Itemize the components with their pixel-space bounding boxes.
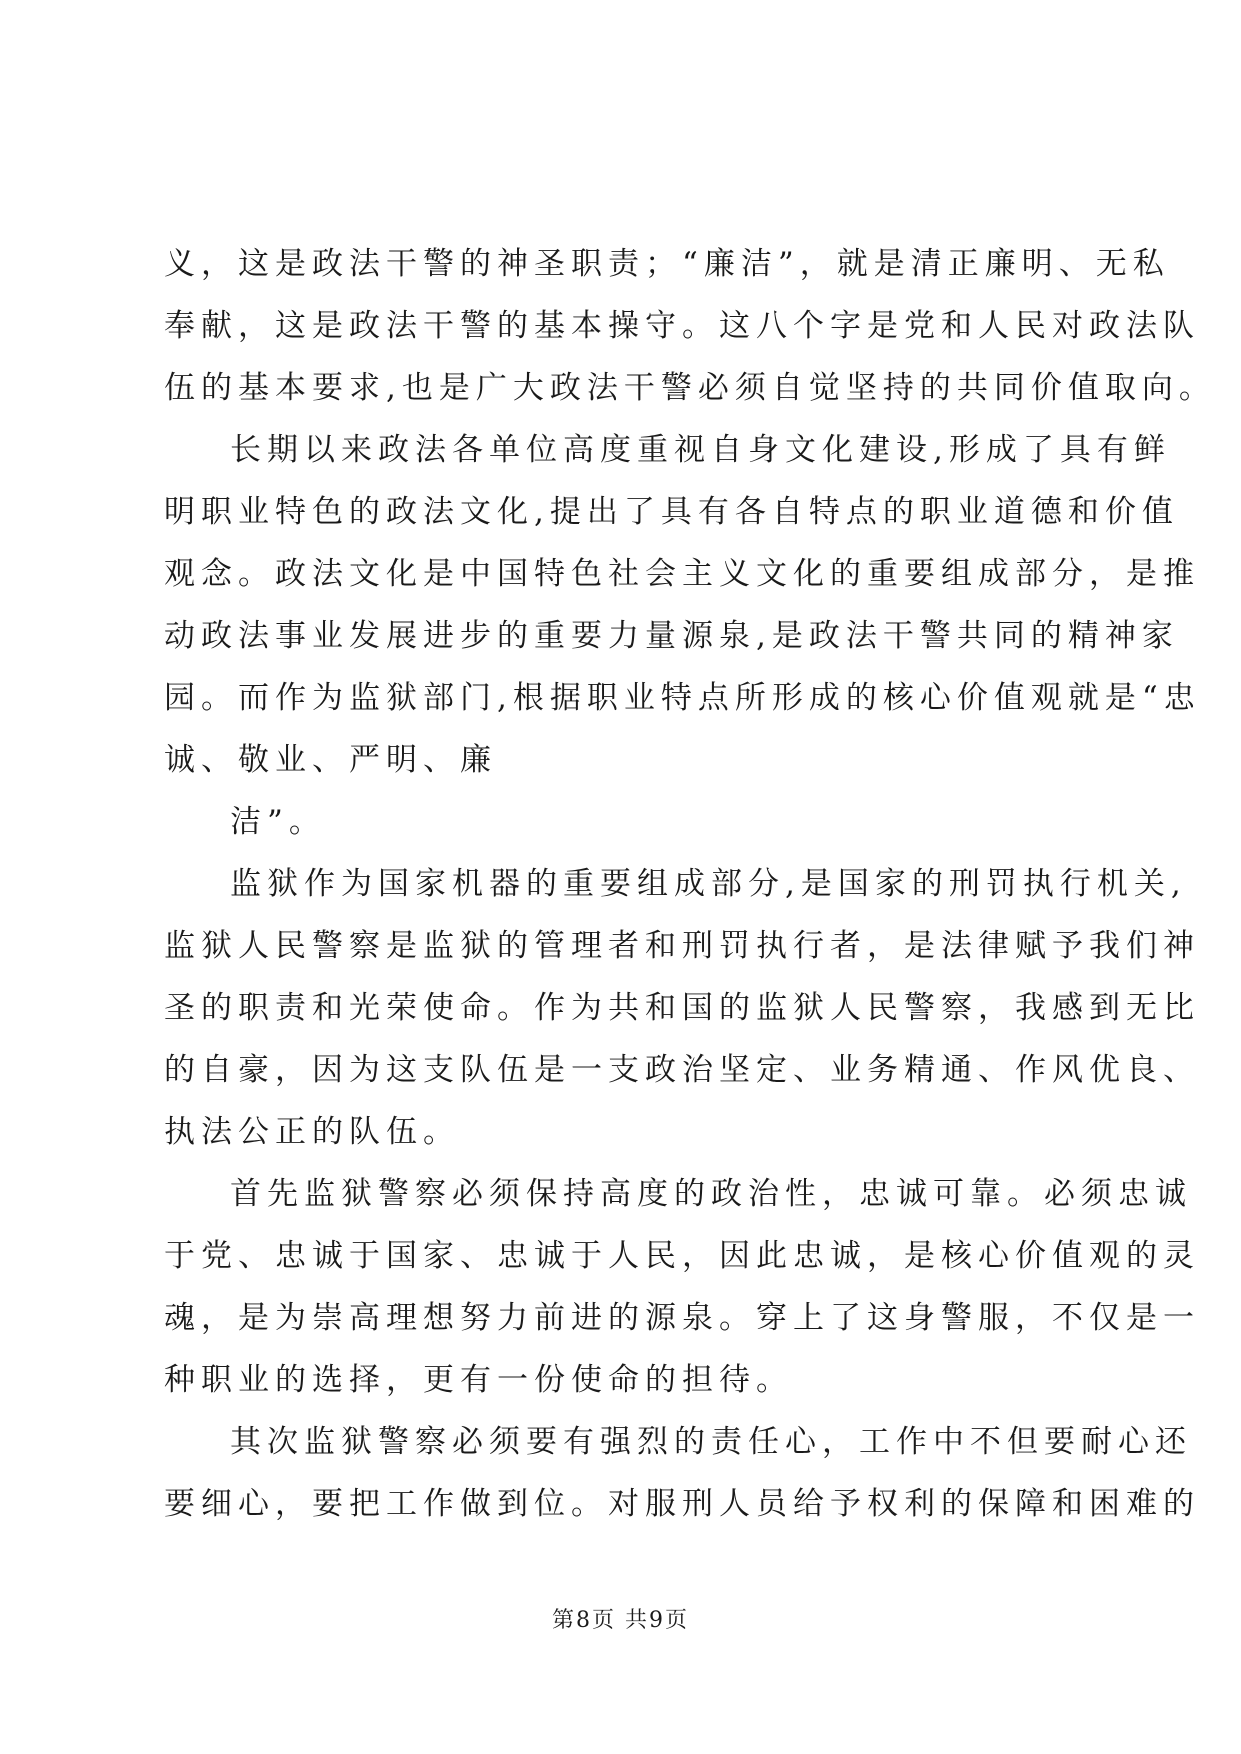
text-line: 洁”。	[230, 804, 326, 840]
text-line: 种职业的选择，更有一份使命的担待。	[164, 1362, 793, 1398]
text-line: 的自豪，因为这支队伍是一支政治坚定、业务精通、作风优良、	[164, 1052, 1200, 1088]
text-line: 诚、敬业、严明、廉	[164, 742, 497, 778]
text-line: 明职业特色的政法文化,提出了具有各自特点的职业道德和价值	[164, 494, 1179, 530]
text-line: 圣的职责和光荣使命。作为共和国的监狱人民警察，我感到无比	[164, 990, 1200, 1026]
text-line: 要细心，要把工作做到位。对服刑人员给予权利的保障和困难的	[164, 1486, 1200, 1522]
text-line: 奉献，这是政法干警的基本操守。这八个字是党和人民对政法队	[164, 308, 1200, 344]
text-line: 义，这是政法干警的神圣职责；“廉洁”，就是清正廉明、无私	[164, 246, 1170, 282]
text-line: 监狱人民警察是监狱的管理者和刑罚执行者，是法律赋予我们神	[164, 928, 1200, 964]
text-line: 观念。政法文化是中国特色社会主义文化的重要组成部分，是推	[164, 556, 1200, 592]
page-number-footer: 第8页 共9页	[552, 1608, 689, 1633]
paragraph-first-line: 长期以来政法各单位高度重视自身文化建设,形成了具有鲜	[230, 432, 1171, 468]
text-line: 伍的基本要求,也是广大政法干警必须自觉坚持的共同价值取向。	[164, 370, 1216, 406]
text-line: 执法公正的队伍。	[164, 1114, 460, 1150]
text-line: 动政法事业发展进步的重要力量源泉,是政法干警共同的精神家	[164, 618, 1179, 654]
text-line: 于党、忠诚于国家、忠诚于人民，因此忠诚，是核心价值观的灵	[164, 1238, 1200, 1274]
paragraph-first-line: 其次监狱警察必须要有强烈的责任心，工作中不但要耐心还	[230, 1424, 1192, 1460]
text-line: 魂，是为崇高理想努力前进的源泉。穿上了这身警服，不仅是一	[164, 1300, 1200, 1336]
paragraph-first-line: 监狱作为国家机器的重要组成部分,是国家的刑罚执行机关,	[230, 866, 1187, 902]
paragraph-first-line: 首先监狱警察必须保持高度的政治性，忠诚可靠。必须忠诚	[230, 1176, 1192, 1212]
document-body	[164, 233, 1216, 1535]
text-line: 园。而作为监狱部门,根据职业特点所形成的核心价值观就是“忠	[164, 680, 1201, 716]
